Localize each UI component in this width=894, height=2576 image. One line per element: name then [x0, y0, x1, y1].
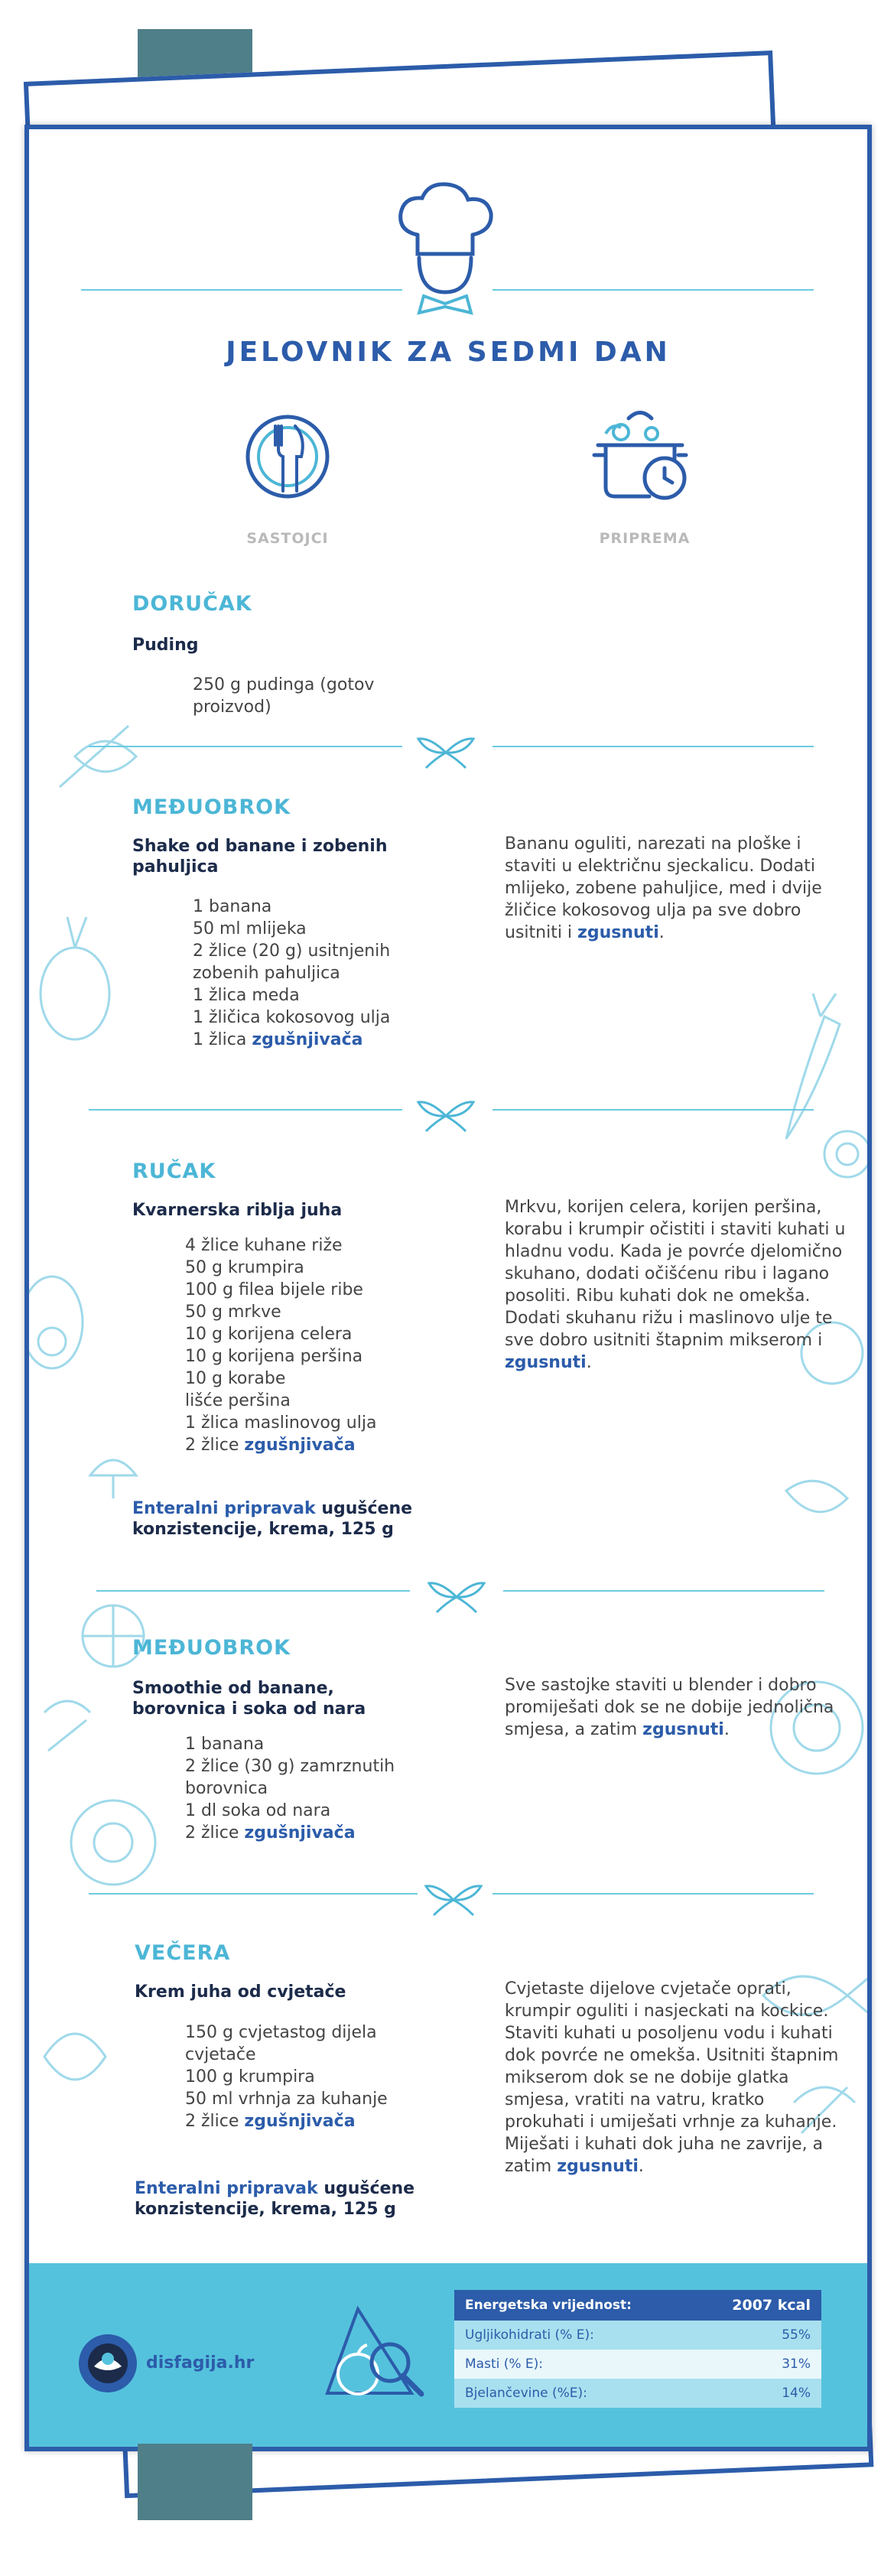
thickener-keyword: zgušnjivača [244, 2112, 356, 2131]
preparation-dinner: Cvjetaste dijelove cvjetače oprati, krumpir oguliti i nasjeckati na kockice. Staviti kuhati u posoljenu vodu i kuhati dok povrće ne omekša. Usitniti štapnim mikserom dok se ne dobije glatka smjesa, vratiti na vatru, kratko prokuhati i umiješati vrhnje za kuhanje. Miješati i kuhati dok juha ne zavrije, a zatim zgusnuti. [505, 1979, 839, 2176]
thickener-keyword: zgušnjivača [244, 1436, 356, 1455]
section-divider [493, 1893, 814, 1895]
energy-row-carbs: Ugljikohidrati (% E): 55% [454, 2321, 821, 2350]
section-heading-snack2: MEĐUOBROK [132, 1636, 291, 1660]
section-heading-lunch: RUČAK [132, 1160, 216, 1183]
enteral-note-lunch: Enteralni pripravak ugušćene konzistencije, krema, 125 g [132, 1499, 413, 1539]
dish-name-snack1: Shake od banane i zobenih pahuljica [132, 837, 388, 877]
ingredient-item: 2 žlice zgušnjivača [185, 1823, 356, 1843]
ingredient-item: 2 žlice zgušnjivača [185, 2112, 356, 2131]
ingredient-item: 1 dl soka od nara [185, 1801, 331, 1820]
pot-timer-icon [590, 403, 697, 506]
preparation-snack2: Sve sastojke staviti u blender i dobro promiješati dok se ne dobije jednolična smjesa, a zatim zgusnuti. [505, 1676, 834, 1739]
section-heading-snack1: MEĐUOBROK [132, 795, 291, 819]
ingredient-item: 1 žlica zgušnjivača [193, 1030, 363, 1049]
ingredient-item: 50 g mrkve [185, 1303, 281, 1322]
ingredient-item: 1 banana [185, 1735, 265, 1754]
thicken-keyword: zgusnuti [577, 923, 659, 942]
thicken-keyword: zgusnuti [642, 1720, 724, 1739]
preparation-snack1: Bananu oguliti, narezati na ploške i staviti u električnu sjeckalicu. Dodati mlijeko, zobene pahuljice, med i dvije žličice kokosovog ulja pa sve dobro usitniti i zgusnuti. [505, 834, 822, 942]
menu-card [24, 125, 872, 2451]
dish-name-dinner: Krem juha od cvjetače [135, 1982, 346, 2002]
ingredient-item: 10 g korijena celera [185, 1325, 353, 1344]
column-head-preparation: PRIPREMA [599, 530, 691, 547]
ingredient-item: 1 banana [193, 897, 272, 916]
thicken-keyword: zgusnuti [557, 2157, 639, 2176]
ingredient-item: 100 g filea bijele ribe [185, 1280, 363, 1299]
section-divider [89, 1893, 418, 1895]
ingredients-snack2 [185, 1733, 422, 1844]
ingredients-dinner [185, 2021, 414, 2132]
thickener-keyword: zgušnjivača [252, 1030, 363, 1049]
enteral-note-dinner: Enteralni pripravak ugušćene konzistencije, krema, 125 g [135, 2179, 415, 2219]
dish-name-snack2: Smoothie od banane, borovnica i soka od nara [132, 1679, 366, 1719]
disfagija-logo [77, 2333, 138, 2394]
energy-row-protein: Bjelančevine (%E): 14% [454, 2379, 821, 2408]
ingredient-item: 50 ml mlijeka [193, 919, 307, 938]
energy-row-fat: Masti (% E): 31% [454, 2350, 821, 2379]
section-divider [89, 746, 402, 747]
header-divider-right [493, 289, 814, 291]
ingredient-item: 10 g korabe [185, 1369, 286, 1388]
chef-icon [388, 181, 503, 323]
section-divider [89, 1109, 402, 1111]
energy-table [454, 2290, 821, 2408]
thickener-keyword: zgušnjivača [244, 1823, 356, 1843]
apple-magnifier-icon [320, 2301, 434, 2408]
ingredient-item: 1 žlica meda [193, 986, 300, 1005]
ingredient-item: 1 žličica kokosovog ulja [193, 1008, 391, 1027]
section-divider [96, 1590, 410, 1592]
brand-name[interactable]: disfagija.hr [146, 2353, 255, 2373]
ingredient-item: 150 g cvjetastog dijela cvjetače [185, 2023, 377, 2064]
energy-header-row: Energetska vrijednost: 2007 kcal [454, 2290, 821, 2321]
dish-name-breakfast: Puding [132, 636, 199, 655]
leaf-ornament-icon [415, 1099, 476, 1133]
ingredient-item: lišće peršina [185, 1391, 291, 1410]
leaf-ornament-icon [415, 736, 476, 769]
leaf-ornament-icon [426, 1580, 487, 1614]
section-divider [503, 1590, 824, 1592]
ingredient-item: 250 g pudinga (gotov proizvod) [193, 675, 375, 717]
ingredients-breakfast [193, 674, 445, 718]
column-head-ingredients: SASTOJCI [246, 530, 329, 547]
leaf-ornament-icon [423, 1883, 484, 1917]
ingredient-item: 4 žlice kuhane riže [185, 1236, 343, 1255]
bookmark-ribbon-bottom [138, 2444, 252, 2520]
ingredient-item: 2 žlice (30 g) zamrznutih borovnica [185, 1757, 395, 1798]
ingredient-item: 2 žlice zgušnjivača [185, 1436, 356, 1455]
section-heading-breakfast: DORUČAK [132, 592, 252, 616]
plate-cutlery-icon [242, 411, 333, 503]
dish-name-lunch: Kvarnerska riblja juha [132, 1201, 343, 1220]
header-divider-left [81, 289, 402, 291]
page-title: JELOVNIK ZA SEDMI DAN [226, 337, 671, 368]
preparation-lunch: Mrkvu, korijen celera, korijen peršina, korabu i krumpir očistiti i staviti kuhati u hladnu vodu. Kada je povrće djelomično skuhano, dodati očišćenu ribu i lagano posoliti. Ribu kuhati dok ne omekša. Dodati skuhanu rižu i maslinovo ulje te sve dobro usitniti štapnim mikserom i zgusnuti. [505, 1198, 846, 1372]
ingredients-lunch [185, 1234, 437, 1456]
ingredient-item: 50 g krumpira [185, 1258, 304, 1277]
ingredient-item: 10 g korijena peršina [185, 1347, 363, 1366]
section-divider [493, 1109, 814, 1111]
section-heading-dinner: VEČERA [135, 1941, 231, 1965]
ingredients-snack1 [193, 896, 422, 1051]
ingredient-item: 1 žlica maslinovog ulja [185, 1413, 377, 1433]
thicken-keyword: zgusnuti [505, 1353, 587, 1372]
ingredient-item: 50 ml vrhnja za kuhanje [185, 2090, 388, 2109]
section-divider [493, 746, 814, 747]
ingredient-item: 100 g krumpira [185, 2067, 315, 2086]
ingredient-item: 2 žlice (20 g) usitnjenih zobenih pahuljica [193, 942, 391, 983]
